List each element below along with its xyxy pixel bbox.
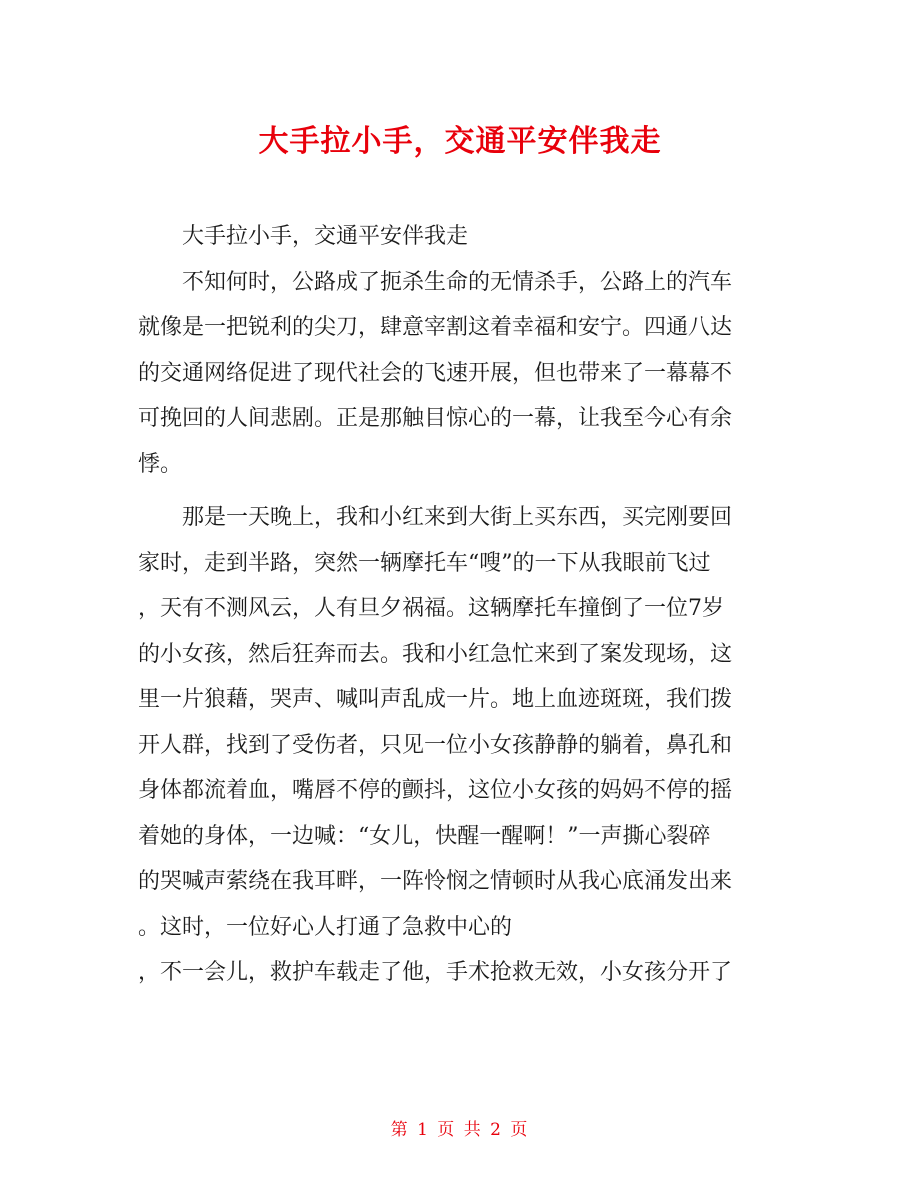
document-subtitle: 大手拉小手，交通平安伴我走 <box>182 224 469 249</box>
paragraph-line: 悸。 <box>138 451 183 477</box>
paragraph-line: 家时，走到半路，突然一辆摩托车“嗖”的一下从我眼前飞过 <box>138 550 711 576</box>
paragraph-line: 里一片狼藉，哭声、喊叫声乱成一片。地上血迹斑斑，我们拨 <box>138 687 733 712</box>
paragraph-line: 可挽回的人间悲剧。正是那触目惊心的一幕，让我至今心有余 <box>138 406 733 431</box>
paragraph-line: 着她的身体，一边喊：“女儿，快醒一醒啊！”一声撕心裂碎 <box>138 823 711 849</box>
page-number-footer: 第 1 页 共 2 页 <box>390 1120 530 1140</box>
paragraph-2 <box>138 495 784 950</box>
paragraph-3 <box>138 950 784 996</box>
paragraph-line: 不知何时，公路成了扼杀生命的无情杀手，公路上的汽车 <box>182 269 733 295</box>
paragraph-line: ，天有不测风云，人有旦夕祸福。这辆摩托车撞倒了一位7岁 <box>138 596 724 621</box>
paragraph-line: 身体都流着血，嘴唇不停的颤抖，这位小女孩的妈妈不停的摇 <box>138 778 733 803</box>
paragraph-line: 就像是一把锐利的尖刀，肆意宰割这着幸福和安宁。四通八达 <box>138 315 733 340</box>
paragraph-line: ，不一会儿，救护车载走了他，手术抢救无效，小女孩分开了 <box>138 960 733 985</box>
paragraph-line: 的交通网络促进了现代社会的飞速开展，但也带来了一幕幕不 <box>138 360 733 386</box>
paragraph-line: 那是一天晚上，我和小红来到大街上买东西，买完刚要回 <box>182 505 733 530</box>
paragraph-line: 。这时，一位好心人打通了急救中心的 <box>138 914 513 940</box>
paragraph-line: 的小女孩，然后狂奔而去。我和小红急忙来到了案发现场，这 <box>138 641 733 667</box>
paragraph-line: 的哭喊声萦绕在我耳畔，一阵怜悯之情顿时从我心底涌发出来 <box>138 869 733 894</box>
document-body <box>138 214 784 996</box>
document-title: 大手拉小手，交通平安伴我走 <box>258 124 662 159</box>
paragraph-line: 开人群，找到了受伤者，只见一位小女孩静静的躺着，鼻孔和 <box>138 732 733 758</box>
paragraph-1 <box>138 260 784 488</box>
